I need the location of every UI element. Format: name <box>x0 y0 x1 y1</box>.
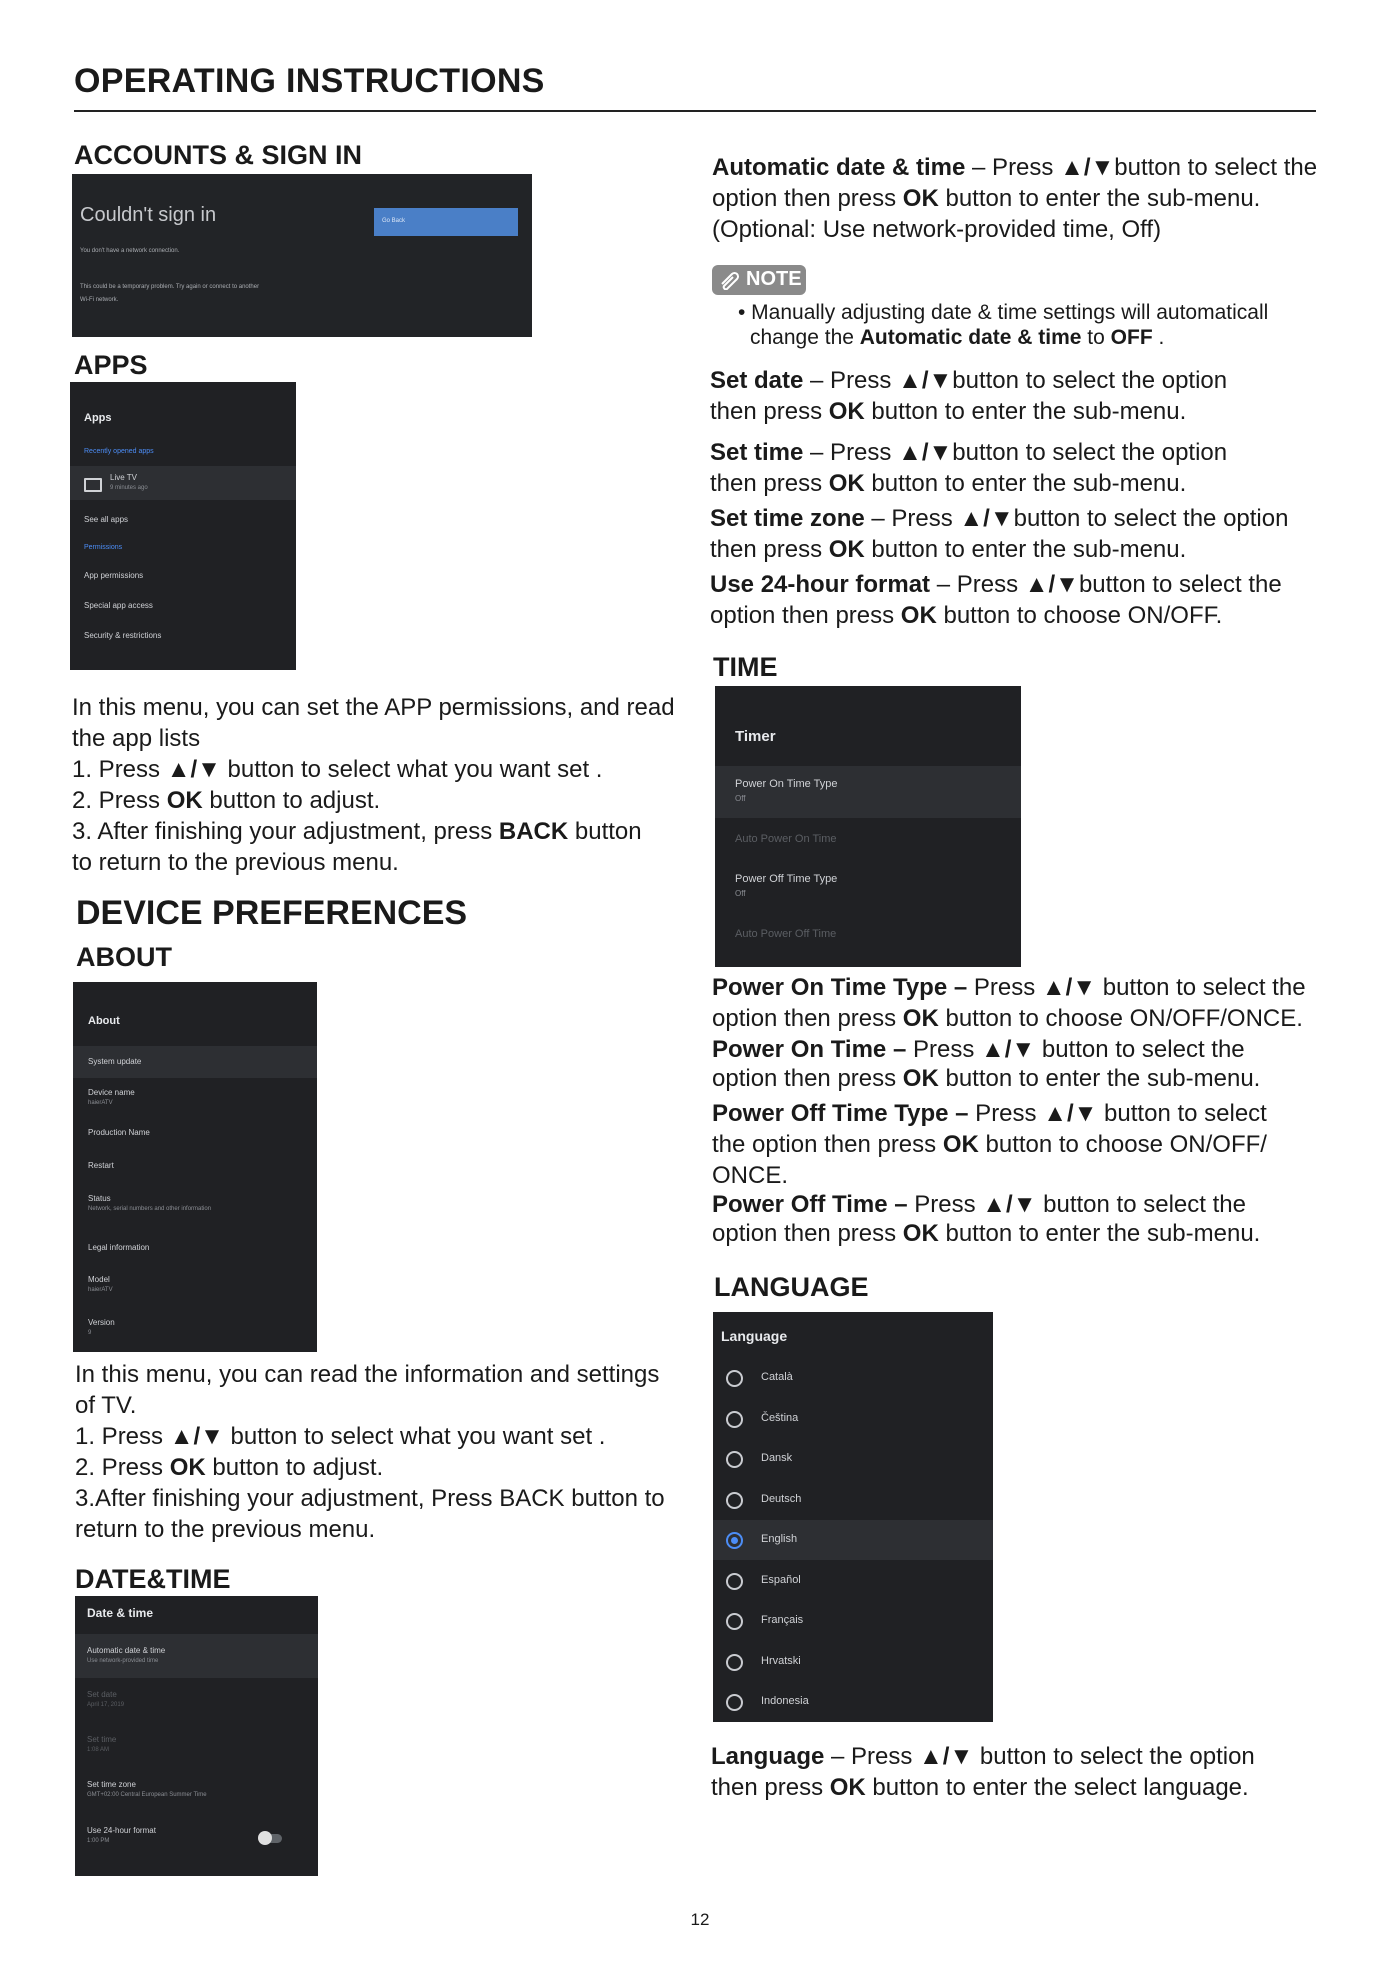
dt-item-sub: 1:00 PM <box>87 1838 110 1844</box>
language-option-label: Indonesia <box>761 1695 809 1707</box>
paperclip-icon <box>718 270 742 290</box>
see-all-apps[interactable]: See all apps <box>84 515 129 524</box>
about-item-sub: haierATV <box>88 1287 113 1293</box>
accounts-screenshot <box>72 174 532 337</box>
note-line-2: change the Automatic date & time to OFF . <box>750 326 1165 349</box>
note-label: NOTE <box>746 268 802 290</box>
about-item-system-update[interactable] <box>73 1046 317 1078</box>
language-option-label: Français <box>761 1614 804 1626</box>
set-time-zone-text: Set time zone – Press ▲/▼button to select the option then press OK button to enter the sub-menu. <box>710 505 1289 563</box>
page-number: 12 <box>690 1910 710 1929</box>
power-off-time-text: Power Off Time – Press ▲/▼ button to select the option then press OK button to enter the sub-menu. <box>712 1191 1261 1247</box>
radio-icon[interactable] <box>726 1451 743 1468</box>
language-option-7[interactable] <box>713 1642 993 1682</box>
24-hour-toggle[interactable] <box>260 1834 282 1843</box>
timer-item-label: Auto Power Off Time <box>735 928 837 940</box>
accounts-heading: ACCOUNTS & SIGN IN <box>74 140 363 170</box>
timer-item-sub: Off <box>735 794 746 803</box>
dt-item-label: Use 24-hour format <box>87 1826 156 1835</box>
date-time-screen-title: Date & time <box>87 1606 154 1620</box>
signin-title: Couldn't sign in <box>80 204 217 226</box>
security-restrictions[interactable]: Security & restrictions <box>84 631 162 640</box>
apps-text-l1: In this menu, you can set the APP permissions, and read <box>72 694 675 721</box>
timer-screen-title: Timer <box>735 728 776 745</box>
timer-item-auto-power-on[interactable] <box>715 831 1021 861</box>
language-option-label: Dansk <box>761 1452 793 1464</box>
apps-step-2: 2. Press OK button to adjust. <box>72 787 381 814</box>
dt-item-label: Set time zone <box>87 1780 136 1789</box>
radio-icon[interactable] <box>726 1613 743 1630</box>
signin-line3: Wi-Fi network. <box>80 297 119 303</box>
language-option-label: Deutsch <box>761 1492 802 1505</box>
radio-icon[interactable] <box>726 1370 743 1387</box>
dt-item-label: Set date <box>87 1690 117 1699</box>
power-on-time-text: Power On Time – Press ▲/▼ button to select the option then press OK button to enter the sub-menu. <box>712 1036 1261 1092</box>
timer-item-label: Power On Time Type <box>735 778 838 790</box>
about-item-production-name[interactable] <box>73 1126 317 1150</box>
timer-item-power-on-type[interactable] <box>715 766 1021 818</box>
signin-line1: You don't have a network connection. <box>80 248 180 254</box>
about-screen-title: About <box>88 1015 120 1027</box>
about-text-l1: In this menu, you can read the information and settings <box>75 1361 660 1388</box>
about-item-model[interactable] <box>73 1273 317 1303</box>
language-option-0[interactable] <box>713 1358 993 1398</box>
about-item-restart[interactable] <box>73 1159 317 1183</box>
timer-item-power-off-type[interactable] <box>715 871 1021 907</box>
apps-step-3: 3. After finishing your adjustment, press BACK button <box>72 818 642 845</box>
dt-item-sub: April 17, 2019 <box>87 1702 125 1708</box>
language-option-4[interactable] <box>713 1520 993 1560</box>
set-date-text: Set date – Press ▲/▼button to select the option then press OK button to enter the sub-menu. <box>710 367 1228 425</box>
language-option-label: Hrvatski <box>761 1654 801 1667</box>
title-rule <box>74 110 1316 112</box>
app-permissions[interactable]: App permissions <box>84 571 144 580</box>
language-option-3[interactable] <box>713 1480 993 1520</box>
timer-item-label: Power Off Time Type <box>735 873 838 885</box>
apps-description <box>72 692 675 878</box>
apps-text-l2: the app lists <box>72 725 201 752</box>
apps-step-1: 1. Press ▲/▼ button to select what you want set . <box>72 756 603 783</box>
radio-icon[interactable] <box>726 1532 743 1549</box>
about-step-1: 1. Press ▲/▼ button to select what you want set . <box>75 1423 606 1450</box>
about-item-label: Production Name <box>88 1128 150 1137</box>
dt-item-time-zone[interactable] <box>75 1778 318 1808</box>
about-item-status[interactable] <box>73 1192 317 1222</box>
language-screenshot <box>713 1312 993 1722</box>
about-screenshot <box>73 982 317 1352</box>
page-title: OPERATING INSTRUCTIONS <box>74 62 545 100</box>
recent-apps-label: Recently opened apps <box>84 448 154 455</box>
timer-screenshot <box>715 686 1021 967</box>
language-option-1[interactable] <box>713 1399 993 1439</box>
radio-icon[interactable] <box>726 1694 743 1711</box>
language-heading: LANGUAGE <box>714 1272 869 1302</box>
dt-item-sub: GMT+02:00 Central European Summer Time <box>87 1792 207 1798</box>
language-option-6[interactable] <box>713 1601 993 1641</box>
about-item-device-name[interactable] <box>73 1086 317 1116</box>
dt-item-24-hour[interactable] <box>75 1824 318 1854</box>
note-text <box>738 300 1268 350</box>
live-tv-label: Live TV <box>110 473 137 482</box>
about-heading: ABOUT <box>76 942 172 972</box>
date-time-heading: DATE&TIME <box>75 1564 231 1594</box>
go-back-button[interactable] <box>374 208 518 236</box>
auto-date-time-text: Automatic date & time – Press ▲/▼button to select the option then press OK button to enter the sub-menu. (Optional: Use network-provided time, Off) <box>712 154 1318 243</box>
about-text-l2: of TV. <box>75 1392 137 1419</box>
about-item-sub: 9 <box>88 1330 92 1336</box>
dt-item-sub: 1:08 AM <box>87 1747 110 1753</box>
note-line-1: • Manually adjusting date & time settings will automaticall <box>738 301 1269 324</box>
note-badge <box>712 265 806 295</box>
live-tv-row[interactable] <box>70 466 296 500</box>
date-time-screenshot <box>75 1596 318 1876</box>
special-app-access[interactable]: Special app access <box>84 601 153 610</box>
signin-line2: This could be a temporary problem. Try again or connect to another <box>80 284 260 290</box>
dt-item-label: Set time <box>87 1735 117 1744</box>
about-item-legal[interactable] <box>73 1241 317 1265</box>
language-option-2[interactable] <box>713 1439 993 1479</box>
about-item-label: Legal information <box>88 1243 150 1252</box>
apps-step-3b: to return to the previous menu. <box>72 849 399 876</box>
tv-icon <box>84 478 102 492</box>
timer-item-sub: Off <box>735 889 746 898</box>
apps-heading: APPS <box>74 350 148 380</box>
language-option-label: Español <box>761 1573 801 1586</box>
language-option-label: Čeština <box>761 1411 799 1424</box>
about-step-3b: return to the previous menu. <box>75 1516 376 1543</box>
about-item-sub: Network, serial numbers and other information <box>88 1206 212 1212</box>
go-back-label: Go Back <box>382 218 406 224</box>
dt-item-label: Automatic date & time <box>87 1646 166 1655</box>
about-item-sub: haierATV <box>88 1100 113 1106</box>
radio-icon[interactable] <box>726 1573 743 1590</box>
dt-item-set-date[interactable] <box>75 1688 318 1718</box>
about-item-label: Restart <box>88 1161 114 1170</box>
radio-icon[interactable] <box>726 1411 743 1428</box>
language-option-5[interactable] <box>713 1561 993 1601</box>
radio-icon[interactable] <box>726 1654 743 1671</box>
power-off-type-text: Power Off Time Type – Press ▲/▼ button to select the option then press OK button to choose ON/OFF/ ONCE. <box>712 1100 1267 1189</box>
dt-item-sub: Use network-provided time <box>87 1658 159 1664</box>
about-step-3: 3.After finishing your adjustment, Press BACK button to <box>75 1485 665 1512</box>
use-24-hour-text: Use 24-hour format – Press ▲/▼button to select the option then press OK button to choose ON/OFF. <box>710 571 1282 629</box>
time-heading: TIME <box>713 652 778 682</box>
apps-screenshot <box>70 382 296 670</box>
about-item-label: Device name <box>88 1088 135 1097</box>
about-item-label: Model <box>88 1275 110 1284</box>
language-screen-title: Language <box>721 1328 788 1344</box>
device-preferences-heading: DEVICE PREFERENCES <box>76 894 468 932</box>
about-item-label: Version <box>88 1318 115 1327</box>
about-item-label: Status <box>88 1194 111 1203</box>
radio-icon[interactable] <box>726 1492 743 1509</box>
timer-item-label: Auto Power On Time <box>735 833 837 845</box>
permissions-label: Permissions <box>84 544 123 551</box>
about-step-2: 2. Press OK button to adjust. <box>75 1454 384 1481</box>
power-on-type-text: Power On Time Type – Press ▲/▼ button to select the option then press OK button to choose ON/OFF/ONCE. <box>712 974 1306 1032</box>
language-option-label: Català <box>761 1371 793 1383</box>
set-time-text: Set time – Press ▲/▼button to select the option then press OK button to enter the sub-menu. <box>710 439 1228 497</box>
about-item-version[interactable] <box>73 1316 317 1346</box>
dt-item-automatic[interactable] <box>75 1634 318 1678</box>
language-option-8[interactable] <box>713 1682 993 1722</box>
language-option-label: English <box>761 1533 798 1545</box>
dt-item-set-time[interactable] <box>75 1733 318 1763</box>
timer-item-auto-power-off[interactable] <box>715 926 1021 956</box>
live-tv-sub: 9 minutes ago <box>110 485 148 491</box>
about-description <box>75 1359 665 1545</box>
language-text: Language – Press ▲/▼ button to select the option then press OK button to enter the select language. <box>711 1743 1255 1801</box>
apps-screen-title: Apps <box>84 412 112 424</box>
about-item-label: System update <box>88 1057 142 1066</box>
